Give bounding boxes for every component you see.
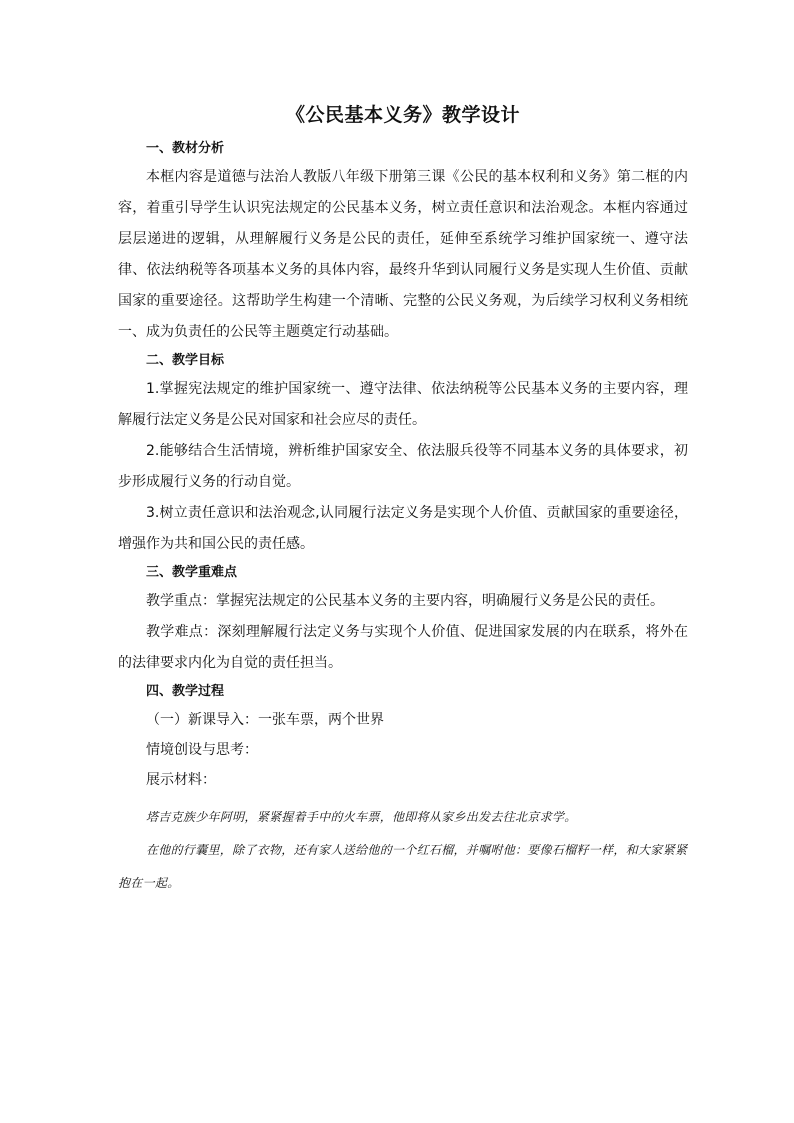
section-heading-teaching-process: 四、教学过程	[146, 684, 225, 699]
material-quote: 塔吉克族少年阿明，紧紧握着手中的火车票，他即将从家乡出发去往北京求学。	[146, 810, 577, 824]
section-heading-textbook-analysis: 一、教材分析	[146, 141, 225, 156]
section-heading-key-difficult-points: 三、教学重难点	[146, 565, 238, 580]
key-point-paragraph: 教学重点：掌握宪法规定的公民基本义务的主要内容，明确履行义务是公民的责任。	[146, 593, 664, 609]
textbook-analysis-paragraph: 本框内容是道德与法治人教版八年级下册第三课《公民的基本权利和义务》第二框的内容，着重引导学生认识宪法规定的公民基本义务，树立责任意识和法治观念。本框内容通过层层递进的逻辑，从理解履行义务是公民的责任，延伸至系统学习维护国家统一、遵守法律、依法纳税等各项基本义务的具体内容，最终升华到认同履行义务是实现人生价值、贡献国家的重要途径。这帮助学生构建一个清晰、完整的公民义务观，为后续学习权利义务相统一、成为负责任的公民等主题奠定行动基础。	[118, 169, 688, 340]
lesson-intro-subheading: （一）新课导入：一张车票，两个世界	[146, 712, 384, 728]
teaching-goal-item: 2.能够结合生活情境，辨析维护国家安全、依法服兵役等不同基本义务的具体要求，初步形成履行义务的行动自觉。	[118, 443, 688, 490]
material-quote: 在他的行囊里，除了衣物，还有家人送给他的一个红石榴，并嘱咐他：要像石榴籽一样，和大家紧紧抱在一起。	[118, 843, 688, 890]
document-title: 《公民基本义务》教学设计	[285, 104, 520, 126]
material-label-line: 展示材料：	[146, 772, 216, 788]
scenario-prompt-line: 情境创设与思考：	[146, 742, 258, 758]
teaching-goal-item: 3.树立责任意识和法治观念,认同履行法定义务是实现个人价值、贡献国家的重要途径，增强作为共和国公民的责任感。	[118, 505, 688, 552]
document-body	[118, 100, 688, 900]
section-heading-teaching-goals: 二、教学目标	[146, 353, 225, 368]
difficult-point-paragraph: 教学难点：深刻理解履行法定义务与实现个人价值、促进国家发展的内在联系，将外在的法律要求内化为自觉的责任担当。	[118, 624, 688, 671]
teaching-goal-item: 1.掌握宪法规定的维护国家统一、遵守法律、依法纳税等公民基本义务的主要内容，理解履行法定义务是公民对国家和社会应尽的责任。	[118, 381, 688, 428]
